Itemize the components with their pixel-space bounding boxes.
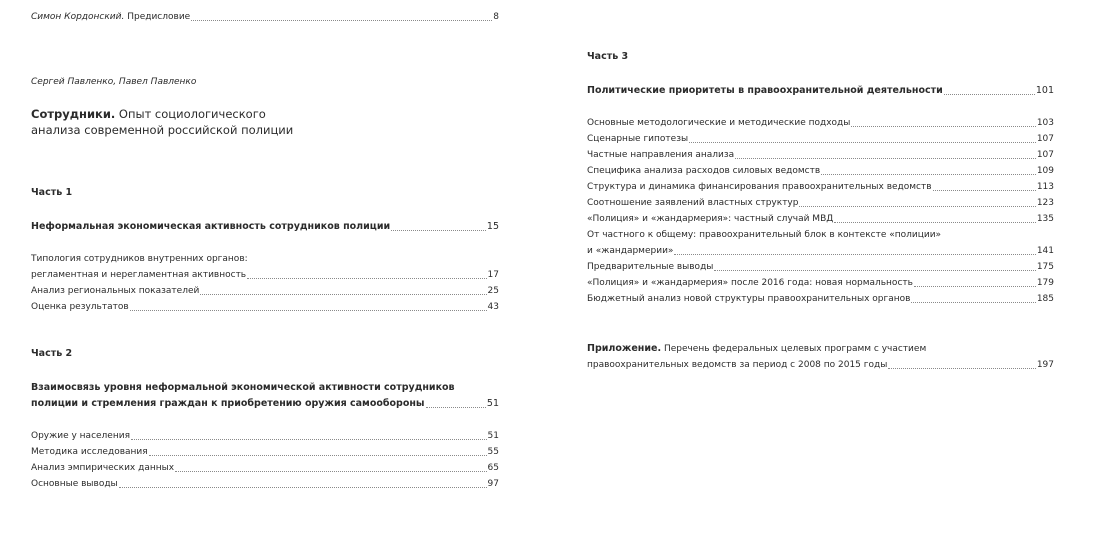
- page-number: 97: [487, 479, 499, 489]
- entry-title: Бюджетный анализ новой структуры правоохранительных органов: [587, 294, 911, 304]
- part-2-items: [31, 428, 499, 492]
- page-number: 185: [1036, 294, 1054, 304]
- page-number: 103: [1036, 118, 1054, 128]
- page-number: 175: [1036, 262, 1054, 272]
- book-title-rest-1: Опыт социологического: [118, 107, 266, 121]
- page-number: 107: [1036, 150, 1054, 160]
- page-number: 51: [486, 398, 499, 409]
- page-number: 43: [487, 302, 499, 312]
- book-title-bold: Сотрудники.: [31, 107, 116, 121]
- toc-entry[interactable]: [587, 275, 1054, 291]
- page-number: 55: [487, 447, 499, 457]
- toc-entry[interactable]: [31, 460, 499, 476]
- toc-entry-part3-heading[interactable]: [587, 83, 1054, 99]
- leader-dots: [714, 269, 1035, 271]
- leader-dots: [888, 367, 1035, 369]
- toc-entry[interactable]: [31, 267, 499, 283]
- page-number: 109: [1036, 166, 1054, 176]
- part-3-items-a: [587, 115, 1054, 307]
- entry-title: «Полиция» и «жандармерия» после 2016 года: новая нормальность: [587, 278, 913, 288]
- page-number: 15: [486, 221, 499, 232]
- leader-dots: [911, 301, 1035, 303]
- leader-dots: [200, 293, 486, 295]
- leader-dots: [191, 19, 492, 21]
- toc-entry-typology-line1: Типология сотрудников внутренних органов:: [31, 254, 248, 264]
- toc-entry[interactable]: [31, 299, 499, 315]
- leader-dots: [130, 309, 487, 311]
- heading-title: Неформальная экономическая активность сотрудников полиции: [31, 221, 391, 232]
- toc-entry[interactable]: [587, 211, 1054, 227]
- page-number: 141: [1036, 246, 1054, 256]
- entry-title: Частные направления анализа: [587, 150, 735, 160]
- leader-dots: [131, 438, 487, 440]
- leader-dots: [391, 229, 486, 231]
- leader-dots: [426, 406, 486, 408]
- toc-entry[interactable]: [587, 291, 1054, 307]
- leader-dots: [119, 486, 487, 488]
- page-number: 123: [1036, 198, 1054, 208]
- page-number: 135: [1036, 214, 1054, 224]
- toc-entry[interactable]: [587, 147, 1054, 163]
- entry-title: Соотношение заявлений властных структур: [587, 198, 799, 208]
- leader-dots: [689, 141, 1036, 143]
- leader-dots: [914, 285, 1036, 287]
- appendix-title-end: правоохранительных ведомств за период с 2008 по 2015 годы: [587, 360, 888, 370]
- heading-title: полиции и стремления граждан к приобретению оружия самообороны: [31, 398, 425, 409]
- toc-entry[interactable]: [31, 444, 499, 460]
- toc-entry[interactable]: [587, 243, 1054, 259]
- leader-dots: [851, 125, 1035, 127]
- book-title: [31, 106, 499, 122]
- page-number: 107: [1036, 134, 1054, 144]
- leader-dots: [799, 205, 1035, 207]
- entry-title: Анализ эмпирических данных: [31, 463, 175, 473]
- toc-entry-part2-heading[interactable]: [31, 396, 499, 412]
- leader-dots: [933, 189, 1036, 191]
- preface-title: Предисловие: [127, 12, 191, 22]
- entry-title: Анализ региональных показателей: [31, 286, 200, 296]
- page-number: 101: [1035, 85, 1054, 96]
- entry-title: Оружие у населения: [31, 431, 130, 441]
- page-number: 197: [1036, 360, 1054, 370]
- leader-dots: [247, 277, 486, 279]
- page-number: 179: [1036, 278, 1054, 288]
- entry-title: Основные выводы: [31, 479, 118, 489]
- entry-title: и «жандармерии»: [587, 246, 674, 256]
- entry-title: Структура и динамика финансирования правоохранительных ведомств: [587, 182, 932, 192]
- entry-title: «Полиция» и «жандармерия»: частный случай МВД: [587, 214, 834, 224]
- toc-entry[interactable]: [31, 428, 499, 444]
- page-number: 17: [487, 270, 499, 280]
- toc-entry[interactable]: [587, 259, 1054, 275]
- part-3-label: Часть 3: [587, 51, 629, 62]
- leader-dots: [834, 221, 1036, 223]
- part-1-label: Часть 1: [31, 187, 73, 198]
- book-title-line-2: анализа современной российской полиции: [31, 123, 294, 137]
- entry-title: Предварительные выводы: [587, 262, 714, 272]
- toc-entry-multiline-first: От частного к общему: правоохранительный блок в контексте «полиции»: [587, 230, 942, 240]
- toc-entry-preface[interactable]: [31, 9, 499, 25]
- leader-dots: [735, 157, 1036, 159]
- page-number: 51: [487, 431, 499, 441]
- entry-title: Методика исследования: [31, 447, 148, 457]
- entry-title: Оценка результатов: [31, 302, 129, 312]
- appendix-title-start: Перечень федеральных целевых программ с участием: [663, 344, 927, 354]
- authors: Сергей Павленко, Павел Павленко: [31, 77, 197, 87]
- leader-dots: [674, 253, 1035, 255]
- toc-entry[interactable]: [31, 283, 499, 299]
- toc-entry[interactable]: [587, 115, 1054, 131]
- toc-entry-part1-heading[interactable]: [31, 219, 499, 235]
- preface-author: Симон Кордонский.: [31, 12, 125, 22]
- toc-entry-appendix[interactable]: [587, 357, 1054, 373]
- leader-dots: [149, 454, 487, 456]
- entry-title: Основные методологические и методические подходы: [587, 118, 851, 128]
- leader-dots: [821, 173, 1036, 175]
- page-number: 65: [487, 463, 499, 473]
- appendix-line1: [587, 341, 1054, 357]
- leader-dots: [175, 470, 487, 472]
- toc-entry[interactable]: [587, 195, 1054, 211]
- part-1-items: [31, 267, 499, 315]
- leader-dots: [944, 93, 1035, 95]
- appendix-label: Приложение.: [587, 343, 662, 354]
- page-number: 113: [1036, 182, 1054, 192]
- page-number: 8: [493, 12, 499, 22]
- toc-entry[interactable]: [587, 131, 1054, 147]
- entry-title: Специфика анализа расходов силовых ведомств: [587, 166, 821, 176]
- part-2-label: Часть 2: [31, 348, 73, 359]
- entry-title: регламентная и нерегламентная активность: [31, 270, 247, 280]
- toc-entry[interactable]: [587, 179, 1054, 195]
- part-2-heading-line1: Взаимосвязь уровня неформальной экономической активности сотрудников: [31, 382, 455, 393]
- heading-title: Политические приоритеты в правоохранительной деятельности: [587, 85, 943, 96]
- toc-entry[interactable]: [31, 476, 499, 492]
- toc-entry[interactable]: [587, 163, 1054, 179]
- entry-title: Сценарные гипотезы: [587, 134, 689, 144]
- page-number: 25: [487, 286, 499, 296]
